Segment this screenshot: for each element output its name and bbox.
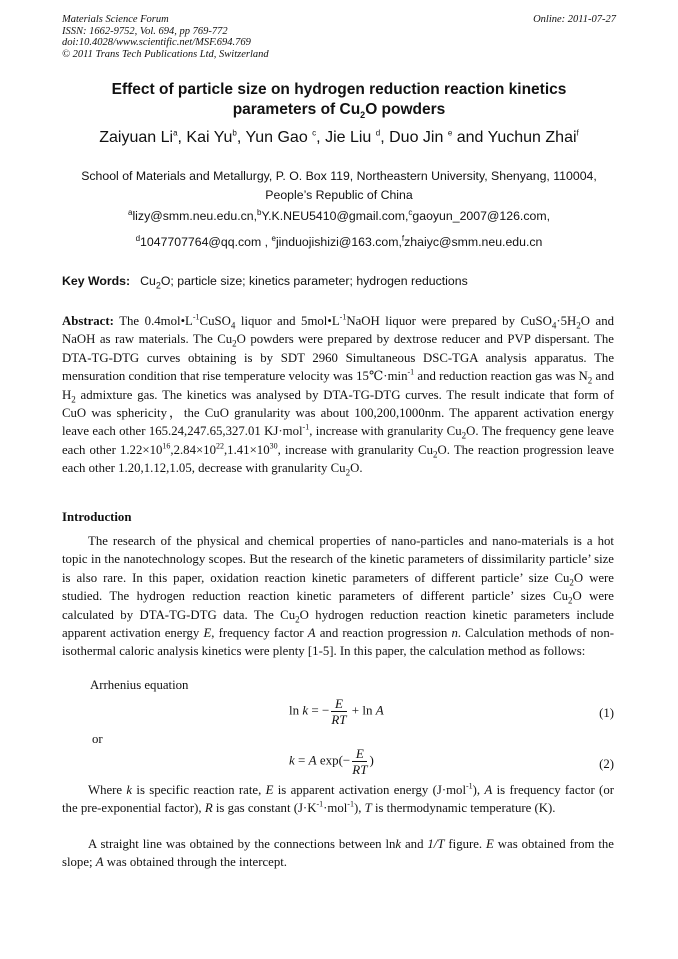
- online-date: Online: 2011-07-27: [533, 14, 616, 25]
- equation-1-number: (1): [599, 706, 614, 720]
- abstract-label: Abstract:: [62, 314, 114, 328]
- author: Kai Yu$^b$: [186, 128, 237, 146]
- equation-1: ln k = − $\frac{E}{RT}$ + ln A: [289, 696, 384, 727]
- introduction-paragraph: The research of the physical and chemical properties of nano-particles and nano-materials is a hot topic in the nanotechnology scopes. But the research of the kinetic parameters of dissimilarity particle’ size is also rare. In this paper, oxidation reaction kinetic parameters of different particle’ size $Cu_2O$ were studied. The hydrogen reduction reaction kinetic parameters of different particle’ sizes $Cu_2O$ were calculated by DTA-TG-DTG data. The $Cu_2O$ hydrogen reduction reaction kinetic parameters include apparent activation energy E, frequency factor A and reaction progression n. Calculation methods of non-isothermal caloric analysis kinetics were plenty [1-5]. In this paper, the calculation method as follows:: [62, 534, 614, 659]
- journal-header: [62, 14, 616, 60]
- email-line-1: $^a$lizy@smm.neu.edu.cn,$^b$Y.K.NEU5410@gmail.com,$^c$gaoyun_2007@126.com,: [128, 207, 550, 223]
- affiliation: School of Materials and Metallurgy, P. O. Box 119, Northeastern University, Shenyang, 110004, People’s Republic of China: [81, 169, 597, 202]
- paper-title: [62, 80, 616, 120]
- author: Yun Gao $^c$: [245, 128, 317, 146]
- journal-copyright: © 2011 Trans Tech Publications Ltd, Switzerland: [62, 48, 269, 60]
- email-link[interactable]: Y.K.NEU5410@gmail.com,: [261, 209, 409, 223]
- arrhenius-label: Arrhenius equation: [90, 678, 189, 692]
- journal-name: Materials Science Forum: [62, 14, 169, 25]
- email-line-2: $^d$1047707764@qq.com , $^e$jinduojishizi@163.com,$^f$zhaiyc@smm.neu.edu.cn: [135, 233, 543, 249]
- author: Duo Jin $^e$: [389, 128, 453, 146]
- email-link[interactable]: jinduojishizi@163.com,: [275, 235, 402, 249]
- keywords: Key Words: $Cu_2O$; particle size; kinetics parameter; hydrogen reductions: [62, 274, 468, 291]
- equation-2-number: (2): [599, 757, 614, 771]
- or-label: or: [92, 732, 103, 746]
- straight-line-paragraph: A straight line was obtained by the connections between lnk and 1/T figure. E was obtained from the slope; A was obtained through the intercept.: [62, 837, 614, 870]
- email-link[interactable]: 1047707764@qq.com ,: [140, 235, 269, 249]
- author-list: Zaiyuan Li$^a$, Kai Yu$^b$, Yun Gao $^c$, Jie Liu $^d$, Duo Jin $^e$ and Yuchun Zhai$^f$: [99, 128, 579, 146]
- author: Yuchun Zhai$^f$: [487, 128, 579, 146]
- equation-2: k = A exp(− $\frac{E}{RT}$ ): [289, 746, 374, 777]
- title-line-2: parameters of $Cu_2O$ powders: [232, 101, 446, 121]
- email-link[interactable]: lizy@smm.neu.edu.cn,: [132, 209, 258, 223]
- email-link[interactable]: zhaiyc@smm.neu.edu.cn: [404, 235, 543, 249]
- author: Zaiyuan Li$^a$: [99, 128, 178, 146]
- section-heading-introduction: Introduction: [62, 510, 132, 524]
- abstract: Abstract: The $0.4mol•L^{-1}CuSO_4$ liquor and $5mol•L^{-1}NaOH$ liquor were prepared by $CuSO_4\cdot 5H_2O$ and NaOH as raw materials. The $Cu_2O$ powders were prepared by dextrose reducer and PVP dispersant. The DTA-TG-DTG curves obtaining is by SDT 2960 Simultaneous DSC-TGA analysis apparatus. The mensuration condition that rise temperature velocity was $15℃\cdot\min^{-1}$ and reduction reaction gas was $N_2$ and $H_2$ admixture gas. The kinetics was analysed by DTA-TG-DTG curves. The result indicate that form of CuO was sphericity，the CuO granularity was about 100,200,1000nm. The apparent activation energy leave each other 165.24,247.65,327.01 KJ·mol$^{-1}$, increase with granularity $Cu_2O$. The frequency gene leave each other $1.22\times 10^{16},2.84\times 10^{22},1.41\times 10^{30}$, increase with granularity $Cu_2O$. The reaction progression leave each other 1.20,1.12,1.05, decrease with granularity $Cu_2O$.: [62, 312, 614, 478]
- keywords-label: Key Words:: [62, 274, 131, 288]
- email-link[interactable]: gaoyun_2007@126.com,: [412, 209, 550, 223]
- title-line-1: Effect of particle size on hydrogen reduction reaction kinetics: [111, 81, 567, 98]
- variables-paragraph: Where k is specific reaction rate, E is apparent activation energy (J·mol$^{-1}$), A is frequency factor (or the pre-exponential factor), R is gas constant $(J\cdot K^{-1}\cdot mol^{-1})$, T is thermodynamic temperature (K).: [62, 781, 614, 816]
- author: Jie Liu $^d$: [325, 128, 381, 146]
- journal-issn: ISSN: 1662-9752, Vol. 694, pp 769-772: [62, 25, 228, 37]
- journal-doi: doi:10.4028/www.scientific.net/MSF.694.769: [62, 37, 251, 48]
